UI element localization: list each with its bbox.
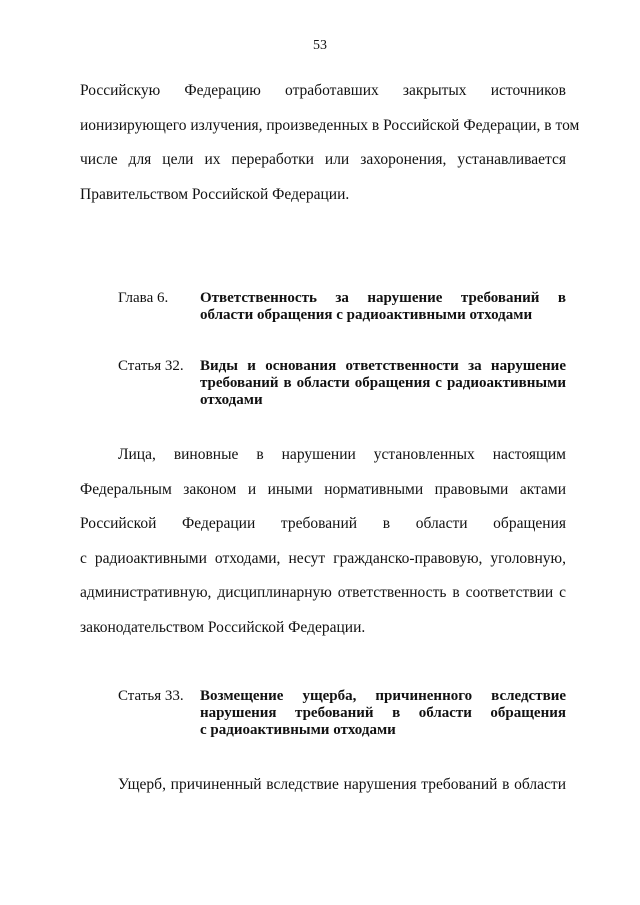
paragraph-line: Лица, виновные в нарушении установленных настоящим (118, 446, 566, 463)
article-label: Статья 33. (118, 688, 184, 704)
heading-line: с радиоактивными отходами (200, 722, 396, 738)
chapter-title (200, 290, 566, 324)
heading-line: Возмещение ущерба, причиненного вследствие (200, 688, 566, 704)
heading-line: нарушения требований в области обращения (200, 705, 566, 721)
paragraph-line: Ущерб, причиненный вследствие нарушения требований в области (118, 776, 566, 793)
paragraph-responsibility (80, 438, 566, 645)
paragraph-line: административную, дисциплинарную ответственность в соответствии с (80, 584, 566, 601)
heading-line: требований в области обращения с радиоактивными (200, 375, 566, 391)
heading-line: области обращения с радиоактивными отходами (200, 307, 533, 323)
article-title (200, 688, 566, 739)
paragraph-line: ионизирующего излучения, произведенных в Российской Федерации, в том (80, 116, 580, 134)
paragraph-line: законодательством Российской Федерации. (80, 618, 366, 636)
paragraph-line: Российской Федерации требований в области обращения (80, 515, 566, 532)
paragraph-line: числе для цели их переработки или захоронения, устанавливается (80, 151, 566, 168)
heading-line: Ответственность за нарушение требований в (200, 290, 566, 306)
page-number: 53 (313, 38, 327, 53)
paragraph-line: с радиоактивными отходами, несут гражданско-правовую, уголовную, (80, 549, 566, 567)
article-label: Статья 32. (118, 358, 184, 374)
paragraph-line: Российскую Федерацию отработавших закрытых источников (80, 82, 566, 99)
article-title (200, 358, 566, 409)
paragraph-line: Правительством Российской Федерации. (80, 185, 350, 203)
paragraph-line: Федеральным законом и иными нормативными правовыми актами (80, 480, 566, 498)
chapter-label: Глава 6. (118, 290, 169, 306)
heading-line: Виды и основания ответственности за нарушение (200, 358, 566, 374)
paragraph-radioactive-sources (80, 74, 580, 212)
paragraph-damage (80, 768, 566, 803)
heading-line: отходами (200, 392, 263, 408)
